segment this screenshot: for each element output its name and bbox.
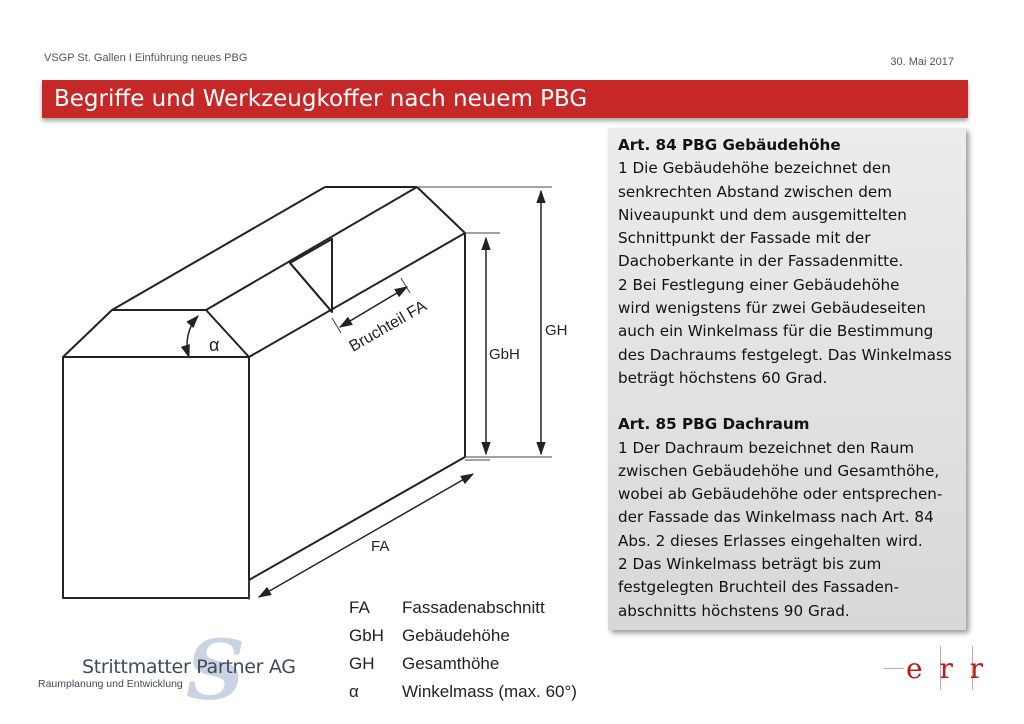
art85-line: zwischen Gebäudehöhe und Gesamthöhe, bbox=[618, 461, 940, 480]
legend-row bbox=[349, 626, 609, 654]
err-logo: e r r bbox=[906, 652, 988, 685]
art85-line: 2 Das Winkelmass beträgt bis zum bbox=[618, 555, 882, 574]
art84-line: wird wenigstens für zwei Gebäudeseiten bbox=[618, 299, 926, 318]
fa-dimension-line bbox=[259, 474, 473, 597]
legend-abbr: α bbox=[349, 682, 359, 701]
fa-label: FA bbox=[371, 538, 390, 555]
law-text-box bbox=[608, 128, 966, 630]
legend-desc: Fassadenabschnitt bbox=[402, 598, 545, 617]
company-tagline: Raumplanung und Entwicklung bbox=[38, 678, 183, 690]
art84-line: 2 Bei Festlegung einer Gebäudehöhe bbox=[618, 275, 900, 294]
alpha-label: α bbox=[209, 335, 220, 355]
gh-label: GH bbox=[545, 322, 568, 339]
legend-abbr: GbH bbox=[349, 626, 384, 645]
err-logo-line bbox=[884, 668, 904, 669]
art84-line: des Dachraums festgelegt. Das Winkelmass bbox=[618, 345, 952, 364]
art84-heading: Art. 84 PBG Gebäudehöhe bbox=[618, 136, 841, 154]
art84-line: Niveaupunkt und dem ausgemittelten bbox=[618, 205, 907, 224]
art84-line: Schnittpunkt der Fassade mit der bbox=[618, 229, 871, 248]
header-presentation-title: VSGP St. Gallen I Einführung neues PBG bbox=[44, 52, 248, 64]
legend bbox=[349, 598, 609, 710]
legend-abbr: FA bbox=[349, 598, 370, 617]
art84-line: beträgt höchstens 60 Grad. bbox=[618, 368, 828, 387]
building-diagram bbox=[0, 0, 600, 600]
company-name: Strittmatter Partner AG bbox=[82, 656, 296, 678]
art84-line: auch ein Winkelmass für die Bestimmung bbox=[618, 322, 934, 341]
legend-desc: Gebäudehöhe bbox=[402, 626, 510, 645]
company-logo-mark: S bbox=[186, 623, 246, 719]
legend-row bbox=[349, 654, 609, 682]
art85-line: 1 Der Dachraum bezeichnet den Raum bbox=[618, 438, 915, 457]
art85-line: abschnitts höchstens 90 Grad. bbox=[618, 601, 850, 620]
legend-row bbox=[349, 682, 609, 710]
art85-heading: Art. 85 PBG Dachraum bbox=[618, 415, 810, 434]
legend-row bbox=[349, 598, 609, 626]
art84-line: Dachoberkante in der Fassadenmitte. bbox=[618, 252, 904, 271]
art84-line: senkrechten Abstand zwischen dem bbox=[618, 182, 893, 201]
legend-desc: Winkelmass (max. 60°) bbox=[402, 682, 577, 701]
art85-line: wobei ab Gebäudehöhe oder entsprechen- bbox=[618, 485, 943, 504]
gbh-label: GbH bbox=[489, 346, 520, 363]
art85-line: der Fassade das Winkelmass nach Art. 84 bbox=[618, 508, 934, 527]
slide-title: Begriffe und Werkzeugkoffer nach neuem PBG bbox=[54, 86, 588, 112]
art85-line: Abs. 2 dieses Erlasses eingehalten wird. bbox=[618, 531, 923, 550]
header-date: 30. Mai 2017 bbox=[890, 56, 954, 68]
legend-desc: Gesamthöhe bbox=[402, 654, 500, 673]
art85-line: festgelegten Bruchteil des Fassaden- bbox=[618, 578, 899, 597]
bruchteil-label: Bruchteil FA bbox=[346, 297, 430, 356]
paragraph-gap bbox=[618, 390, 958, 413]
art84-line: 1 Die Gebäudehöhe bezeichnet den bbox=[618, 159, 891, 178]
extension-lines bbox=[249, 187, 552, 600]
angle-arc bbox=[187, 316, 198, 357]
legend-abbr: GH bbox=[349, 654, 375, 673]
building-outline bbox=[63, 187, 465, 598]
